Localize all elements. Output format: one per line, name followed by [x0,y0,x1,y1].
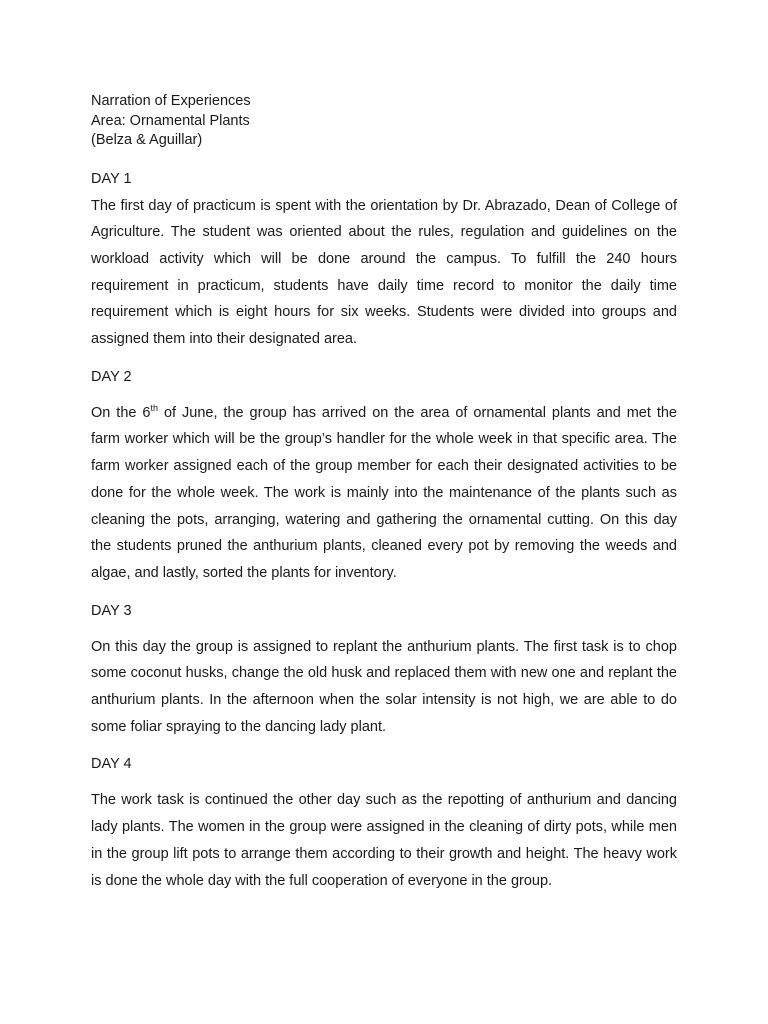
day-3-paragraph: On this day the group is assigned to replant the anthurium plants. The first task is to chop some coconut husks, change the old husk and replaced them with new one and replant the anthurium plants. In the afternoon when the solar intensity is not high, we are able to do some foliar spraying to the dancing lady plant. [91,638,677,735]
document-area: Area: Ornamental Plants [91,112,250,129]
document-authors: (Belza & Aguillar) [91,132,203,148]
day-2-text-start: On the 6 [91,404,151,421]
document-page [91,92,677,894]
day-1-paragraph: The first day of practicum is spent with the orientation by Dr. Abrazado, Dean of College of Agriculture. The student was oriented about the rules, regulation and guidelines on the workload activity which will be done around the campus. To fulfill the 240 hours requirement in practicum, students have daily time record to monitor the daily time requirement which is eight hours for six weeks. Students were divided into groups and assigned them into their designated area. [91,197,677,348]
day-2-superscript: th [150,402,158,413]
day-2-paragraph [91,400,677,587]
day-1-heading: DAY 1 [91,170,132,187]
day-2-heading: DAY 2 [91,368,132,385]
document-title: Narration of Experiences [91,93,251,109]
day-2-text-rest: of June, the group has arrived on the area of ornamental plants and met the farm worker which will be the group’s handler for the whole week in that specific area. The farm worker assigned each of the group member for each their designated activities to be done for the whole week. The work is mainly into the maintenance of the plants such as cleaning the pots, arranging, watering and gathering the ornamental cutting. On this day the students pruned the anthurium plants, cleaned every pot by removing the weeds and algae, and lastly, sorted the plants for inventory. [91,404,678,581]
day-3-heading: DAY 3 [91,602,132,619]
day-4-paragraph: The work task is continued the other day such as the repotting of anthurium and dancing lady plants. The women in the group were assigned in the cleaning of dirty pots, while men in the group lift pots to arrange them according to their growth and height. The heavy work is done the whole day with the full cooperation of everyone in the group. [91,792,677,889]
day-4-heading: DAY 4 [91,756,132,773]
